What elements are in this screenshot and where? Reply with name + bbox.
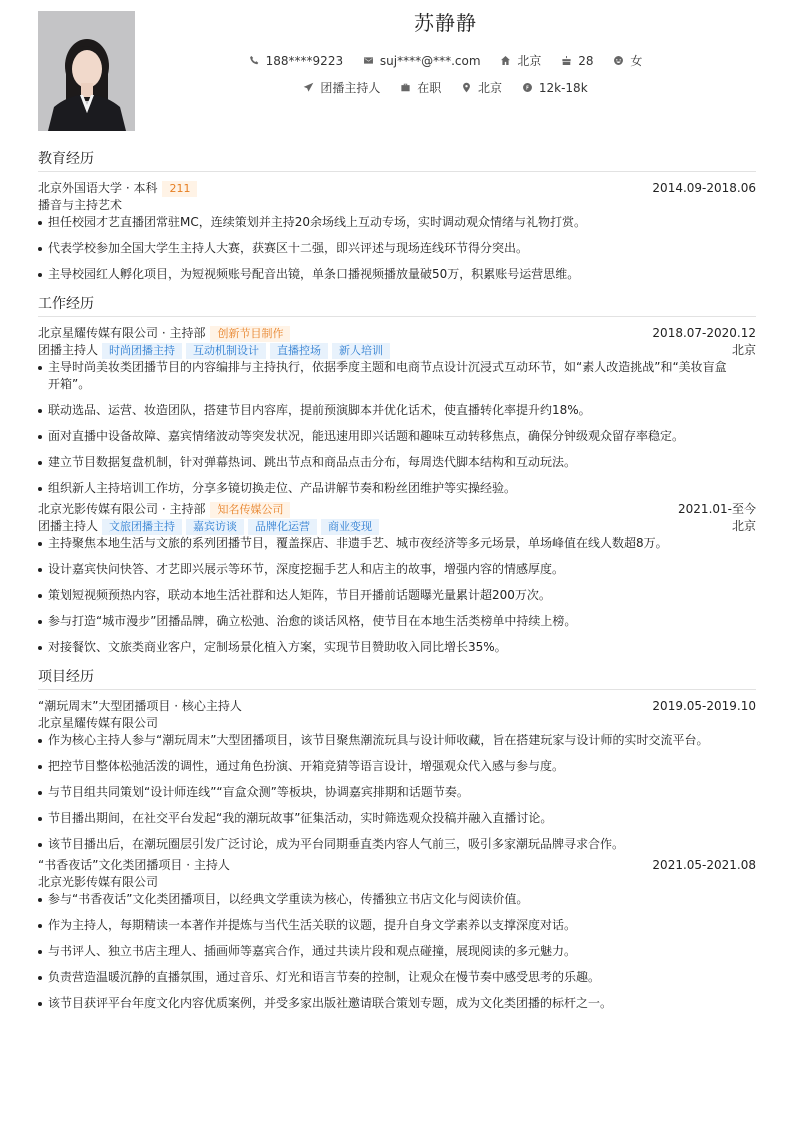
location-text: 北京 xyxy=(517,54,542,68)
work-entry xyxy=(38,501,756,656)
list-item: 该节目获评平台年度文化内容优质案例，并受多家出版社邀请联合策划专题，成为文化类团播的标杆之一。 xyxy=(38,995,756,1012)
list-item: 主导时尚美妆类团播节目的内容编排与主持执行，依据季度主题和电商节点设计沉浸式互动环节，如“素人改造挑战”和“美妆盲盒开箱”。 xyxy=(38,359,756,393)
location-item xyxy=(500,53,541,69)
email-item xyxy=(363,53,481,69)
project-bullets xyxy=(38,732,756,853)
list-item: 代表学校参加全国大学生主持人大赛，获赛区十二强，即兴评述与现场连线环节得分突出。 xyxy=(38,240,756,257)
project-org: 北京光影传媒有限公司 xyxy=(38,875,159,889)
work-bullets xyxy=(38,535,756,656)
project-entry-head xyxy=(38,698,756,715)
age-text: 28 xyxy=(578,54,594,68)
education-title: 教育经历 xyxy=(38,150,756,172)
education-date: 2014.09-2018.06 xyxy=(652,181,756,195)
list-item: 联动选品、运营、妆造团队，搭建节目内容库，提前预演脚本并优化话术，使直播转化率提升约18%。 xyxy=(38,402,756,419)
status-item xyxy=(400,80,441,96)
education-entry-head xyxy=(38,180,756,197)
work-city: 北京 xyxy=(731,519,756,533)
job-intent-row xyxy=(135,80,756,96)
project-name: “潮玩周末”大型团播项目 · 核心主持人 xyxy=(38,699,242,713)
work-role-row xyxy=(38,342,756,359)
projects-section xyxy=(38,668,756,1012)
job-title-item xyxy=(303,80,380,96)
project-date: 2021.05-2021.08 xyxy=(652,858,756,872)
list-item: 组织新人主持培训工作坊，分享多镜切换走位、产品讲解节奏和粉丝团维护等实操经验。 xyxy=(38,480,756,497)
gender-item xyxy=(613,53,642,69)
work-city: 北京 xyxy=(731,343,756,357)
project-org-row xyxy=(38,874,756,891)
phone-icon xyxy=(249,55,260,66)
target-city-text: 北京 xyxy=(478,81,503,95)
briefcase-icon xyxy=(400,82,411,93)
project-org-row xyxy=(38,715,756,732)
age-item xyxy=(561,53,593,69)
salary-text: 12k-18k xyxy=(538,81,588,95)
company-badge: 知名传媒公司 xyxy=(210,502,290,518)
send-icon xyxy=(303,82,314,93)
project-bullets xyxy=(38,891,756,1012)
list-item: 设计嘉宾快问快答、才艺即兴展示等环节，深度挖掘手艺人和店主的故事，增强内容的情感厚度。 xyxy=(38,561,756,578)
candidate-name: 苏静静 xyxy=(414,11,477,35)
work-bullets xyxy=(38,359,756,497)
list-item: 对接餐饮、文旅类商业客户，定制场景化植入方案，实现节目赞助收入同比增长35%。 xyxy=(38,639,756,656)
list-item: 该节目播出后，在潮玩圈层引发广泛讨论，成为平台同期垂直类内容人气前三，吸引多家潮玩品牌寻求合作。 xyxy=(38,836,756,853)
major: 播音与主持艺术 xyxy=(38,198,123,212)
project-entry xyxy=(38,698,756,853)
list-item: 负责营造温暖沉静的直播氛围，通过音乐、灯光和语言节奏的控制，让观众在慢节奏中感受思考的乐趣。 xyxy=(38,969,756,986)
education-section xyxy=(38,150,756,283)
contact-row xyxy=(135,53,756,69)
education-major-row xyxy=(38,197,756,214)
work-entry-head xyxy=(38,501,756,518)
list-item: 作为核心主持人参与“潮玩周末”大型团播项目，该节目聚焦潮流玩具与设计师收藏，旨在搭建玩家与设计师的实时交流平台。 xyxy=(38,732,756,749)
list-item: 主导校园红人孵化项目，为短视频账号配音出镜，单条口播视频播放量破50万，积累账号运营思维。 xyxy=(38,266,756,283)
company-badge: 创新节目制作 xyxy=(210,326,290,342)
school-name: 北京外国语大学 · 本科 xyxy=(38,181,158,195)
list-item: 节目播出期间，在社交平台发起“我的潮玩故事”征集活动，实时筛选观众投稿并融入直播讨论。 xyxy=(38,810,756,827)
home-icon xyxy=(500,55,511,66)
skill-tag: 品牌化运营 xyxy=(248,519,317,535)
phone-text: 188****9223 xyxy=(265,54,344,68)
list-item: 建立节目数据复盘机制，针对弹幕热词、跳出节点和商品点击分布，每周迭代脚本结构和互动玩法。 xyxy=(38,454,756,471)
smile-icon xyxy=(613,55,624,66)
project-entry xyxy=(38,857,756,1012)
school-badge: 211 xyxy=(162,181,197,197)
skill-tag: 时尚团播主持 xyxy=(102,343,182,359)
phone-item xyxy=(249,53,343,69)
list-item: 作为主持人，每期精读一本著作并提炼与当代生活关联的议题，提升自身文学素养以支撑深度对话。 xyxy=(38,917,756,934)
cake-icon xyxy=(561,55,572,66)
skill-tag: 嘉宾访谈 xyxy=(186,519,244,535)
list-item: 参与打造“城市漫步”团播品牌，确立松弛、治愈的谈话风格，使节目在本地生活类榜单中持续上榜。 xyxy=(38,613,756,630)
company-name: 北京光影传媒有限公司 · 主持部 xyxy=(38,502,206,516)
target-city-item xyxy=(461,80,502,96)
skill-tag: 互动机制设计 xyxy=(186,343,266,359)
project-entry-head xyxy=(38,857,756,874)
list-item: 策划短视频预热内容，联动本地生活社群和达人矩阵，节目开播前话题曝光量累计超200万次。 xyxy=(38,587,756,604)
skill-tag: 商业变现 xyxy=(321,519,379,535)
job-title-text: 团播主持人 xyxy=(320,81,381,95)
email-text: suj****@***.com xyxy=(379,54,481,68)
portrait-illustration xyxy=(38,11,135,131)
work-section xyxy=(38,295,756,656)
role-name: 团播主持人 xyxy=(38,343,99,357)
education-entry xyxy=(38,180,756,283)
education-bullets xyxy=(38,214,756,283)
skill-tag: 直播控场 xyxy=(270,343,328,359)
salary-item xyxy=(522,80,588,96)
skill-tag: 新人培训 xyxy=(332,343,390,359)
resume-page xyxy=(38,11,756,1021)
list-item: 把控节目整体松弛活泼的调性，通过角色扮演、开箱竞猜等语言设计，增强观众代入感与参与度。 xyxy=(38,758,756,775)
list-item: 与书评人、独立书店主理人、插画师等嘉宾合作，通过共读片段和观点碰撞，展现阅读的多元魅力。 xyxy=(38,943,756,960)
gender-text: 女 xyxy=(630,54,643,68)
role-name: 团播主持人 xyxy=(38,519,99,533)
skill-tag: 文旅团播主持 xyxy=(102,519,182,535)
project-name: “书香夜话”文化类团播项目 · 主持人 xyxy=(38,858,230,872)
work-date: 2021.01-至今 xyxy=(678,502,756,516)
work-entry xyxy=(38,325,756,497)
work-title: 工作经历 xyxy=(38,295,756,317)
list-item: 参与“书香夜话”文化类团播项目，以经典文学重读为核心，传播独立书店文化与阅读价值。 xyxy=(38,891,756,908)
coin-icon xyxy=(522,82,533,93)
projects-title: 项目经历 xyxy=(38,668,756,690)
work-entry-head xyxy=(38,325,756,342)
project-org: 北京星耀传媒有限公司 xyxy=(38,716,159,730)
status-text: 在职 xyxy=(417,81,442,95)
resume-header xyxy=(38,11,756,131)
project-date: 2019.05-2019.10 xyxy=(652,699,756,713)
pin-icon xyxy=(461,82,472,93)
company-name: 北京星耀传媒有限公司 · 主持部 xyxy=(38,326,206,340)
list-item: 面对直播中设备故障、嘉宾情绪波动等突发状况，能迅速用即兴话题和趣味互动转移焦点，确保分钟级观众留存率稳定。 xyxy=(38,428,756,445)
work-date: 2018.07-2020.12 xyxy=(652,326,756,340)
profile-photo xyxy=(38,11,135,131)
envelope-icon xyxy=(363,55,374,66)
list-item: 主持聚焦本地生活与文旅的系列团播节目，覆盖探店、非遗手艺、城市夜经济等多元场景，单场峰值在线人数超8万。 xyxy=(38,535,756,552)
list-item: 与节目组共同策划“设计师连线”“盲盒众测”等板块，协调嘉宾排期和话题节奏。 xyxy=(38,784,756,801)
list-item: 担任校园才艺直播团常驻MC，连续策划并主持20余场线上互动专场，实时调动观众情绪与礼物打赏。 xyxy=(38,214,756,231)
work-role-row xyxy=(38,518,756,535)
